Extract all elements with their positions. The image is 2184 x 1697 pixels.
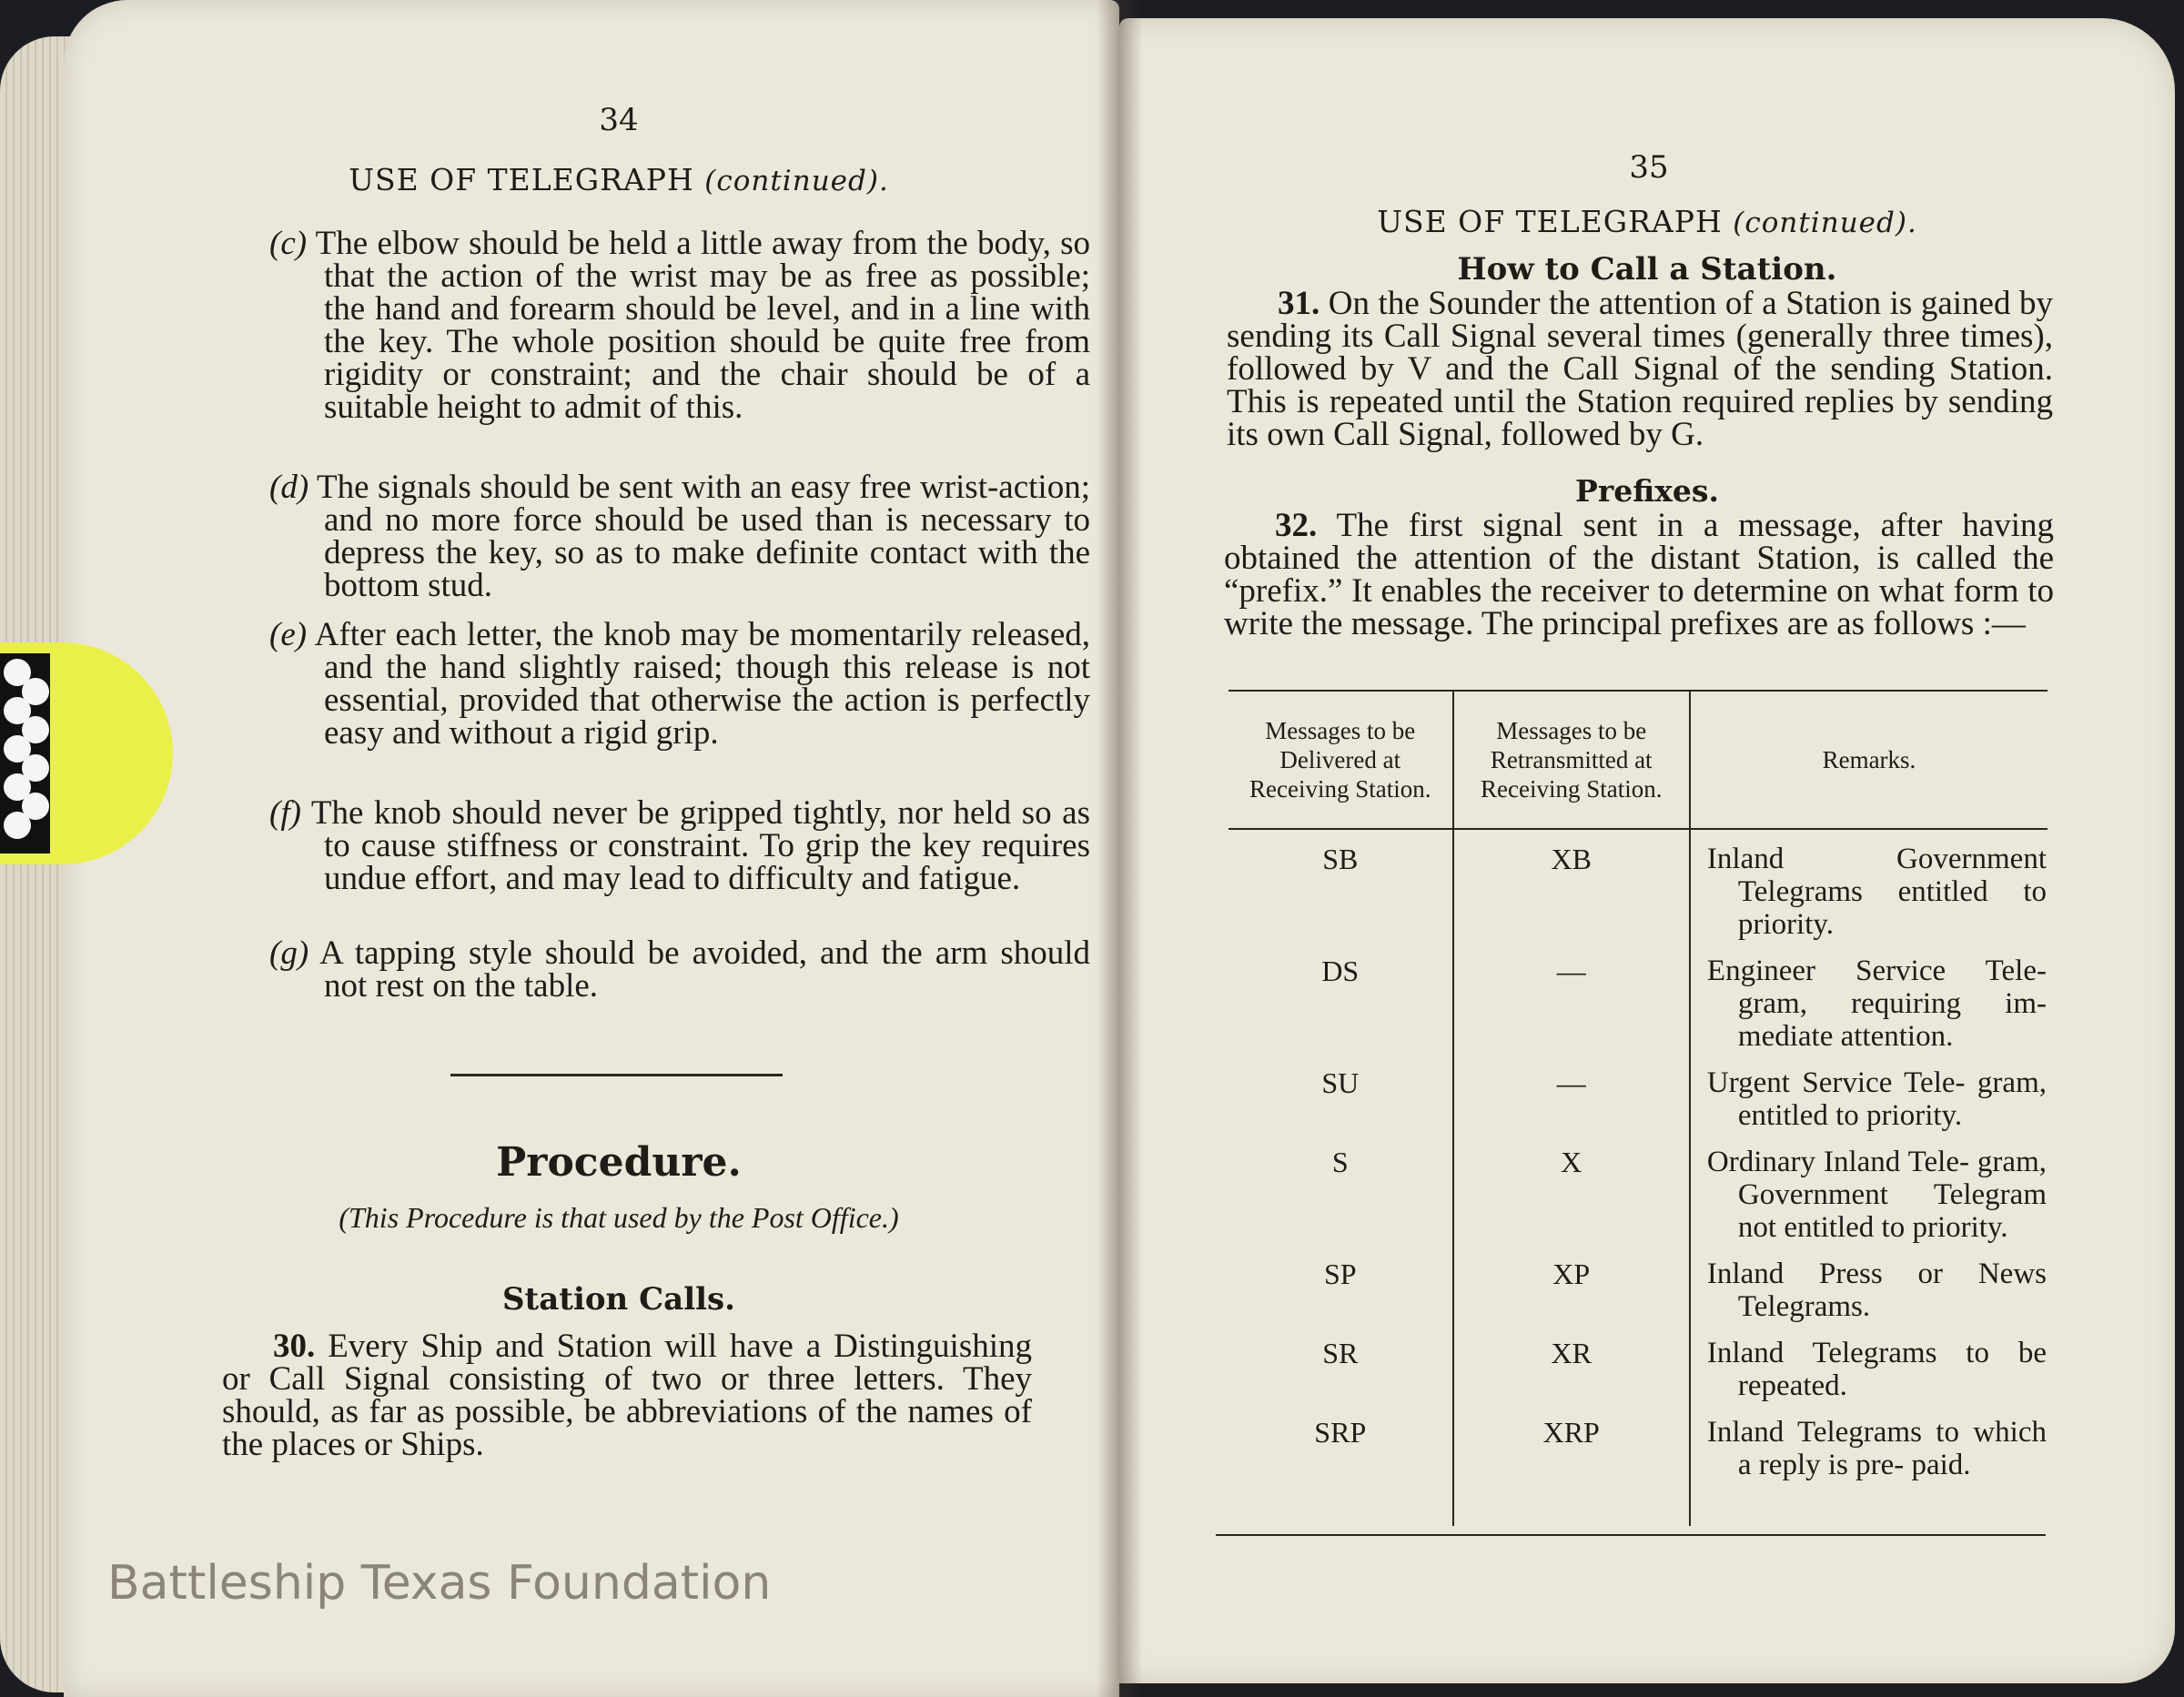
paragraph-number: 31. bbox=[1278, 285, 1320, 322]
item-label: (e) bbox=[269, 616, 308, 653]
item-label: (d) bbox=[269, 469, 309, 506]
cell-remarks: Ordinary Inland Tele- gram, Government Telegram not entitled to priority. bbox=[1706, 1146, 2047, 1244]
cell-remarks: Inland Telegrams to which a reply is pre- paid. bbox=[1706, 1416, 2047, 1481]
item-e bbox=[269, 616, 1091, 752]
cell-retransmitted: — bbox=[1453, 942, 1690, 1054]
item-text: A tapping style should be avoided, and the arm should not rest on the table. bbox=[319, 934, 1090, 1005]
item-text: The signals should be sent with an easy free wrist-action; and no more force should be used than is necessary to depress the key, so as to make definite contact with the bottom stud. bbox=[317, 469, 1090, 604]
paragraph-number: 32. bbox=[1275, 507, 1318, 544]
cell-delivered: SU bbox=[1228, 1054, 1453, 1133]
cell-retransmitted: XR bbox=[1453, 1324, 1690, 1403]
item-text: The knob should never be gripped tightly, nor held so as to cause stiffness or constraint. To grip the key requires undue effort, and may lead to difficulty and fatigue. bbox=[310, 794, 1090, 897]
paragraph-text: On the Sounder the attention of a Station is gained by sending its Call Signal several times (generally three times), followed by V and the Call Signal of the sending Station. This is repeated until the Station required replies by sending its own Call Signal, followed by G. bbox=[1227, 285, 2054, 453]
table-row bbox=[1228, 1133, 2048, 1245]
paragraph-number: 30. bbox=[273, 1328, 316, 1365]
section-divider bbox=[450, 1074, 783, 1076]
right-running-head bbox=[1329, 204, 1966, 239]
cell-remarks: Inland Government Telegrams entitled to priority. bbox=[1706, 843, 2047, 941]
paragraph-text: The first signal sent in a message, after having obtained the attention of the distant Station, is called the “prefix.” It enables the receiver to determine on what form to write the message. The principal prefixes are as follows :— bbox=[1224, 507, 2054, 642]
item-label: (f) bbox=[269, 794, 301, 832]
cell-remarks: Engineer Service Tele- gram, requiring im- mediate attention. bbox=[1706, 955, 2047, 1053]
table-row bbox=[1228, 829, 2048, 942]
table-row bbox=[1228, 1403, 2048, 1526]
paragraph-31 bbox=[1227, 285, 2054, 453]
table-row bbox=[1228, 942, 2048, 1054]
cell-remarks: Urgent Service Tele- gram, entitled to priority. bbox=[1706, 1066, 2047, 1132]
item-d bbox=[269, 471, 1090, 602]
item-f bbox=[269, 794, 1090, 897]
left-page-number: 34 bbox=[599, 102, 639, 138]
left-running-head bbox=[300, 162, 937, 197]
book-gutter bbox=[1097, 0, 1142, 1697]
cell-delivered: SB bbox=[1228, 829, 1453, 942]
right-running-head-title: USE OF TELEGRAPH bbox=[1377, 204, 1723, 239]
column-header-remarks: Remarks. bbox=[1690, 692, 2048, 829]
paragraph-30 bbox=[222, 1330, 1032, 1461]
cell-delivered: DS bbox=[1228, 942, 1453, 1054]
bookmark-dot bbox=[22, 793, 49, 820]
item-label: (c) bbox=[269, 225, 308, 262]
cell-retransmitted: XB bbox=[1453, 829, 1690, 942]
column-header-delivered: Messages to be Delivered at Receiving Station. bbox=[1228, 692, 1453, 829]
item-g bbox=[269, 934, 1090, 1005]
cell-retransmitted: XRP bbox=[1453, 1403, 1690, 1526]
cell-delivered: SP bbox=[1228, 1245, 1453, 1324]
procedure-note: (This Procedure is that used by the Post Office.) bbox=[339, 1201, 899, 1234]
cell-retransmitted: XP bbox=[1453, 1245, 1690, 1324]
station-calls-heading: Station Calls. bbox=[501, 1281, 736, 1318]
right-page-number: 35 bbox=[1629, 149, 1669, 186]
procedure-heading: Procedure. bbox=[496, 1139, 742, 1186]
item-label: (g) bbox=[269, 934, 309, 972]
call-station-heading: How to Call a Station. bbox=[1457, 251, 1837, 288]
table-row bbox=[1228, 1245, 2048, 1324]
bookmark-strip bbox=[0, 653, 50, 854]
paragraph-32 bbox=[1224, 507, 2054, 642]
column-header-retransmitted: Messages to be Retransmitted at Receiving Station. bbox=[1453, 692, 1690, 829]
watermark: Battleship Texas Foundation bbox=[107, 1556, 772, 1611]
cell-delivered: S bbox=[1228, 1133, 1453, 1245]
bookmark-dot bbox=[22, 678, 49, 705]
item-c bbox=[269, 227, 1090, 424]
cell-delivered: SRP bbox=[1228, 1403, 1453, 1526]
cell-retransmitted: X bbox=[1453, 1133, 1690, 1245]
cell-remarks: Inland Telegrams to be repeated. bbox=[1706, 1337, 2047, 1402]
cell-retransmitted: — bbox=[1453, 1054, 1690, 1133]
item-text: The elbow should be held a little away from the body, so that the action of the wrist may be as free as possible; the hand and forearm should be level, and in a line with the key. The whole position should be quite free from rigidity or constraint; and the chair should be of a suitable height to admit of this. bbox=[315, 225, 1090, 426]
table-row bbox=[1228, 1324, 2048, 1403]
prefixes-table bbox=[1228, 692, 2048, 1526]
bookmark-dot bbox=[22, 754, 49, 782]
prefixes-heading: Prefixes. bbox=[1575, 473, 1719, 509]
paragraph-text: Every Ship and Station will have a Distinguishing or Call Signal consisting of two or three letters. They should, as far as possible, be abbreviations of the names of the places or Ships. bbox=[222, 1328, 1033, 1463]
left-running-head-note: (continued). bbox=[704, 165, 889, 197]
cell-remarks: Inland Press or News Telegrams. bbox=[1706, 1258, 2047, 1323]
table-bottom-rule bbox=[1216, 1534, 2046, 1536]
cell-delivered: SR bbox=[1228, 1324, 1453, 1403]
right-running-head-note: (continued). bbox=[1733, 207, 1917, 239]
left-running-head-title: USE OF TELEGRAPH bbox=[349, 162, 694, 197]
table-header-row bbox=[1228, 692, 2048, 829]
bookmark-dot bbox=[22, 716, 49, 743]
item-text: After each letter, the knob may be momentarily released, and the hand slightly raised; though this release is not essential, provided that otherwise the action is perfectly easy and without a rigid grip. bbox=[314, 616, 1091, 752]
table-row bbox=[1228, 1054, 2048, 1133]
